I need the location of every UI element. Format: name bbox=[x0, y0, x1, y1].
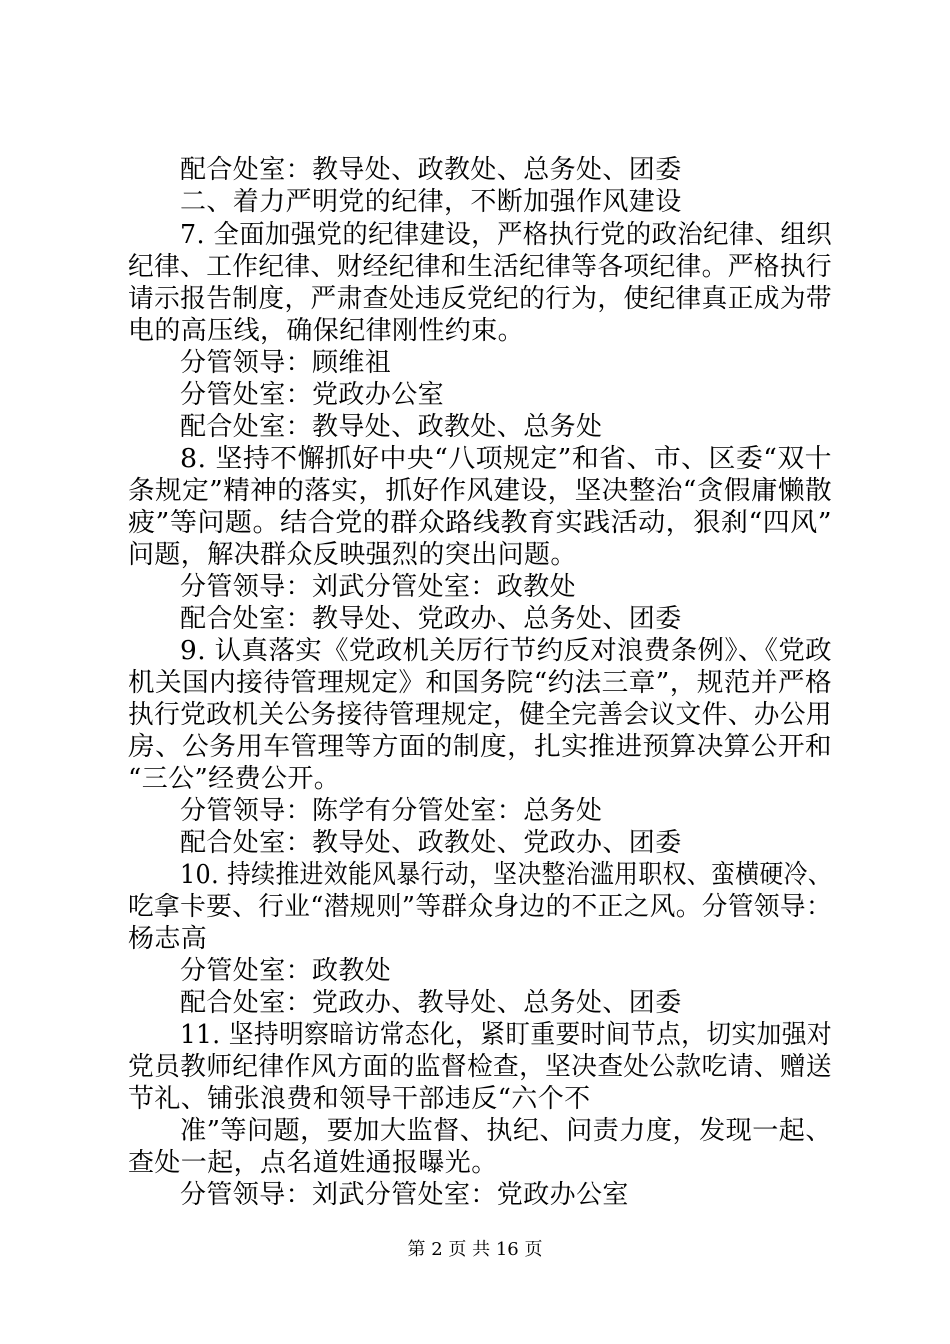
text-line-content: 二、着力严明党的纪律，不断加强作风建设 bbox=[180, 187, 682, 217]
text-line bbox=[128, 922, 950, 956]
text-line bbox=[180, 602, 950, 636]
text-line bbox=[180, 986, 950, 1020]
text-line-content: 分管领导：刘武分管处室：党政办公室 bbox=[180, 1180, 629, 1210]
page-footer: 第 2 页 共 16 页 bbox=[407, 1239, 543, 1260]
text-line-content: 分管领导：刘武分管处室：政教处 bbox=[180, 572, 577, 602]
text-line bbox=[128, 506, 950, 540]
text-line-content: “三公”经费公开。 bbox=[128, 764, 341, 794]
text-line bbox=[180, 954, 950, 988]
text-line bbox=[128, 314, 950, 348]
text-line-content: 问题，解决群众反映强烈的突出问题。 bbox=[128, 540, 577, 570]
text-line bbox=[128, 474, 950, 508]
text-line bbox=[180, 346, 950, 380]
text-line bbox=[128, 1050, 950, 1084]
text-line bbox=[128, 538, 950, 572]
text-line-content: 配合处室：教导处、党政办、总务处、团委 bbox=[180, 604, 682, 634]
text-line-content: 执行党政机关公务接待管理规定，健全完善会议文件、办公用 bbox=[128, 700, 832, 730]
text-line-content: 纪律、工作纪律、财经纪律和生活纪律等各项纪律。严格执行 bbox=[128, 252, 832, 282]
text-line-content: 分管领导：顾维祖 bbox=[180, 348, 392, 378]
text-line-content: 节礼、铺张浪费和领导干部违反“六个不 bbox=[128, 1084, 591, 1114]
text-line-content: 配合处室：教导处、政教处、党政办、团委 bbox=[180, 828, 682, 858]
text-line-content: 党员教师纪律作风方面的监督检查，坚决查处公款吃请、赠送 bbox=[128, 1052, 832, 1082]
text-line-content: 疲”等问题。结合党的群众路线教育实践活动，狠刹“四风” bbox=[128, 508, 832, 538]
text-line-content: 查处一起，点名道姓通报曝光。 bbox=[128, 1148, 498, 1178]
text-line bbox=[128, 762, 950, 796]
text-line bbox=[180, 410, 950, 444]
text-line bbox=[180, 570, 950, 604]
text-line bbox=[128, 730, 950, 764]
text-line bbox=[128, 698, 950, 732]
text-line bbox=[180, 1114, 950, 1148]
text-line bbox=[128, 1082, 950, 1116]
text-line-content: 分管处室：政教处 bbox=[180, 956, 392, 986]
text-line-content: 11. 坚持明察暗访常态化，紧盯重要时间节点，切实加强对 bbox=[180, 1020, 832, 1050]
text-line bbox=[180, 185, 950, 219]
text-line bbox=[180, 794, 950, 828]
text-line bbox=[180, 858, 950, 892]
text-line bbox=[180, 153, 950, 187]
text-line-content: 电的高压线，确保纪律刚性约束。 bbox=[128, 316, 525, 346]
text-line-content: 配合处室：教导处、政教处、总务处 bbox=[180, 412, 603, 442]
text-line-content: 机关国内接待管理规定》和国务院“约法三章”，规范并严格 bbox=[128, 668, 832, 698]
text-line-content: 8. 坚持不懈抓好中央“八项规定”和省、市、区委“双十 bbox=[180, 444, 832, 474]
text-line-content: 10. 持续推进效能风暴行动，坚决整治滥用职权、蛮横硬冷、 bbox=[180, 860, 832, 890]
text-line bbox=[128, 666, 950, 700]
text-line bbox=[180, 378, 950, 412]
text-line-content: 房、公务用车管理等方面的制度，扎实推进预算决算公开和 bbox=[128, 732, 832, 762]
text-line-content: 准”等问题，要加大监督、执纪、问责力度，发现一起、 bbox=[180, 1116, 832, 1146]
text-line-content: 条规定”精神的落实，抓好作风建设，坚决整治“贪假庸懒散 bbox=[128, 476, 832, 506]
text-line bbox=[180, 218, 950, 252]
text-line bbox=[180, 634, 950, 668]
text-line bbox=[128, 250, 950, 284]
text-line-content: 分管领导：陈学有分管处室：总务处 bbox=[180, 796, 603, 826]
text-line-content: 请示报告制度，严肃查处违反党纪的行为，使纪律真正成为带 bbox=[128, 284, 832, 314]
text-line-content: 吃拿卡要、行业“潜规则”等群众身边的不正之风。分管领导： bbox=[128, 892, 832, 922]
text-line bbox=[128, 1146, 950, 1180]
text-line bbox=[180, 1178, 950, 1212]
text-line-content: 7. 全面加强党的纪律建设，严格执行党的政治纪律、组织 bbox=[180, 220, 832, 250]
text-line-content: 配合处室：党政办、教导处、总务处、团委 bbox=[180, 988, 682, 1018]
text-line bbox=[128, 282, 950, 316]
text-line bbox=[180, 826, 950, 860]
text-line bbox=[180, 1018, 950, 1052]
text-line bbox=[180, 442, 950, 476]
text-line-content: 分管处室：党政办公室 bbox=[180, 380, 445, 410]
text-line bbox=[128, 890, 950, 924]
text-line-content: 配合处室：教导处、政教处、总务处、团委 bbox=[180, 155, 682, 185]
text-line-content: 杨志高 bbox=[128, 924, 208, 954]
text-line-content: 9. 认真落实《党政机关厉行节约反对浪费条例》、《党政 bbox=[180, 636, 832, 666]
